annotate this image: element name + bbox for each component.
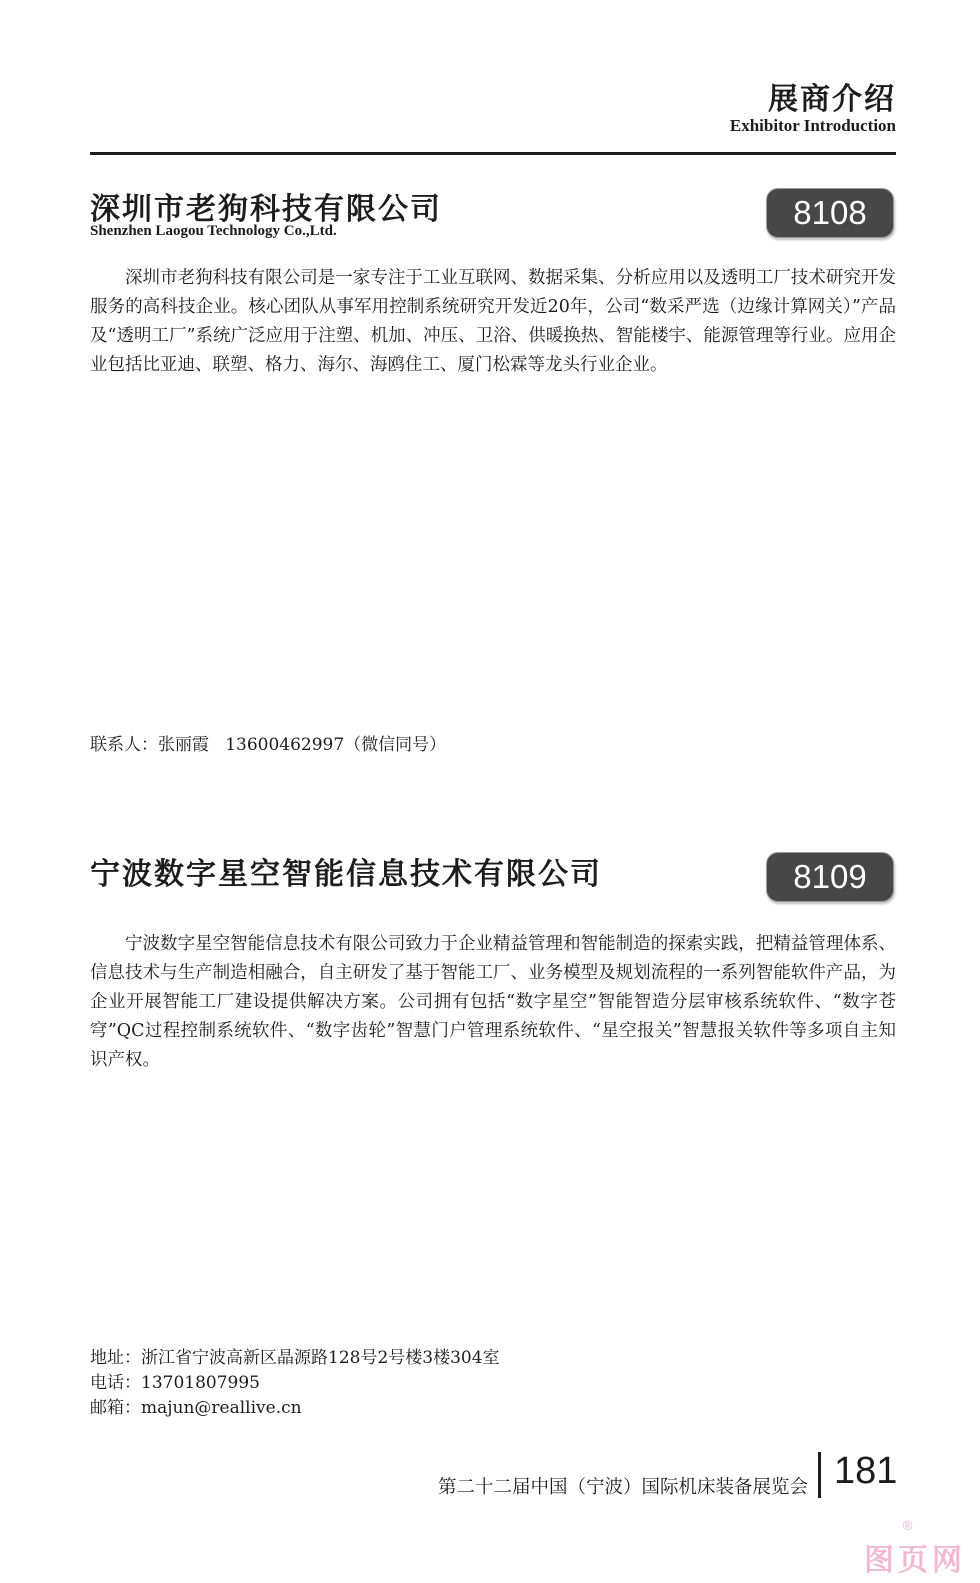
exhibitor-1-description: 深圳市老狗科技有限公司是一家专注于工业互联网、数据采集、分析应用以及透明工厂技术研究开发服务的高科技企业。核心团队从事军用控制系统研究开发近20年，公司“数采严选（边缘计算网关）”产品及“透明工厂”系统广泛应用于注塑、机加、冲压、卫浴、供暖换热、智能楼宇、能源管理等行业。应用企业包括比亚迪、联塑、格力、海尔、海鸥住工、厦门松霖等龙头行业企业。 [90,268,896,375]
watermark-logo [846,1519,966,1579]
exhibitor-2-address: 地址：浙江省宁波高新区晶源路128号2号楼3楼304室 [90,1348,500,1368]
watermark-text: 图页网 [864,1543,966,1578]
exhibitor-2-phone: 电话：13701807995 [90,1373,260,1393]
header-divider [90,152,896,155]
exhibitor-1-name-cn: 深圳市老狗科技有限公司 [90,192,442,227]
section-title: 展商介绍 [768,82,896,117]
section-subtitle: Exhibitor Introduction [729,116,896,135]
registered-mark: ® [901,1519,918,1534]
exhibitor-2-contact [90,1346,500,1421]
exhibitor-2-booth-badge: 8109 [766,852,894,902]
exhibitor-1-contact [90,733,446,758]
exhibitor-1-booth-badge: 8108 [766,188,894,238]
exhibitor-2-description: 宁波数字星空智能信息技术有限公司致力于企业精益管理和智能制造的探索实践，把精益管理体系、信息技术与生产制造相融合，自主研发了基于智能工厂、业务模型及规划流程的一系列智能软件产品，为企业开展智能工厂建设提供解决方案。公司拥有包括“数字星空”智能智造分层审核系统软件、“数字苍穹”QC过程控制系统软件、“数字齿轮”智慧门户管理系统软件、“星空报关”智慧报关软件等多项自主知识产权。 [90,934,896,1070]
exhibitor-2-email: 邮箱：majun@reallive.cn [90,1398,302,1418]
exhibitor-1-contact-person: 联系人：张丽霞 13600462997（微信同号） [90,735,447,755]
footer-event-title: 第二十二届中国（宁波）国际机床装备展览会 [437,1477,808,1498]
page-number: 181 [834,1450,898,1492]
exhibitor-2-name-cn: 宁波数字星空智能信息技术有限公司 [90,857,602,892]
footer-divider [818,1452,821,1498]
exhibitor-1-name-en: Shenzhen Laogou Technology Co.,Ltd. [90,223,337,239]
